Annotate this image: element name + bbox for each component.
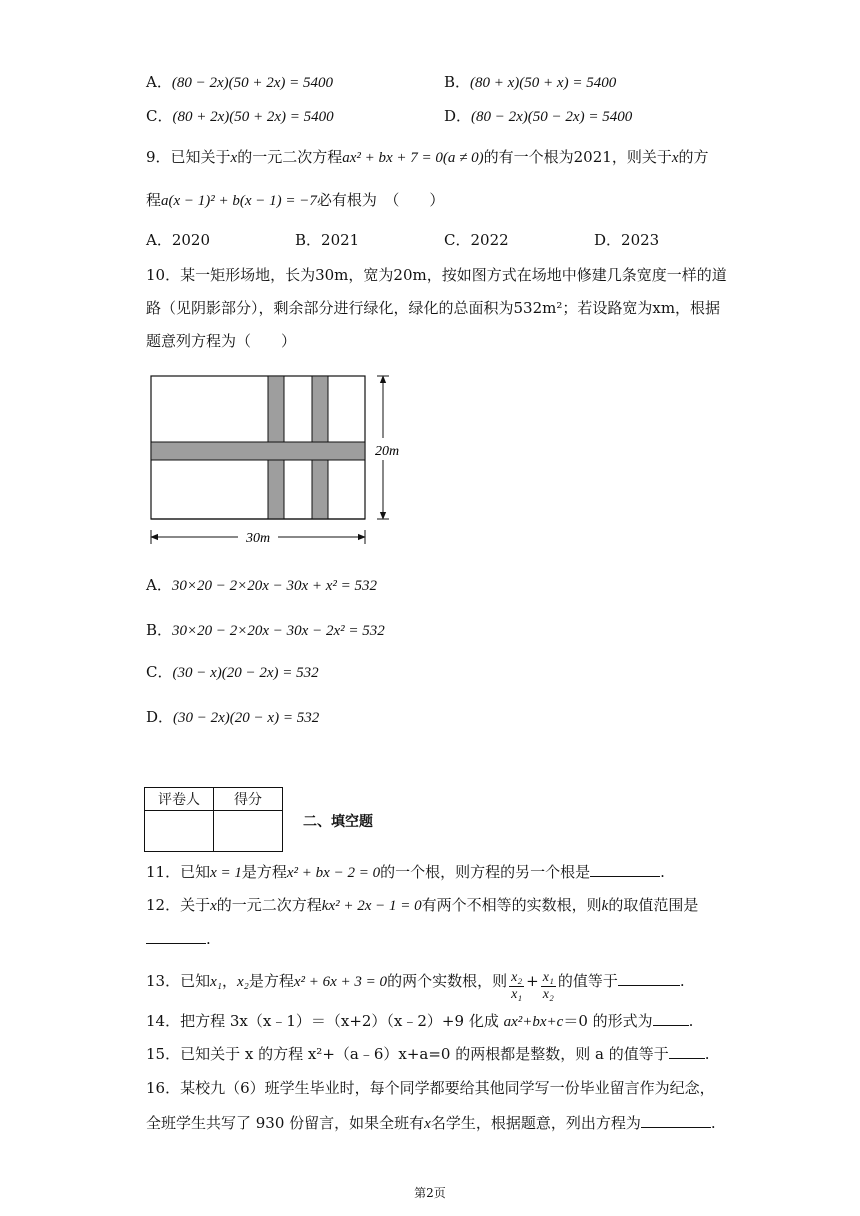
q10-option-c: C．(30 − x)(20 − 2x) = 532 [146,663,319,681]
q16-answer-blank [641,1113,711,1128]
q9-option-d: D．2023 [594,231,660,249]
q12: 12．关于x的一元二次方程kx² + 2x − 1 = 0有两个不相等的实数根，则k的取值范围是 [146,896,699,914]
q14-answer-blank [653,1011,689,1026]
q9-var-x-2: x [671,150,679,166]
page-number: 第2页 [414,1186,446,1200]
road-horizontal [151,442,365,460]
q10-option-d: D．(30 − 2x)(20 − x) = 532 [146,708,320,726]
section-title: 二、填空题 [303,814,373,830]
q14: 14．把方程 3x（x﹣1）＝（x+2）（x﹣2）+9 化成 ax²+bx+c＝0 的形式为 . [146,1012,694,1030]
q8-option-c: C．(80 + 2x)(50 + 2x) = 5400 [146,107,334,125]
q13-fraction-2: $\frac{\text{x₁}}{\text{x₂}}$ [542,970,554,1002]
q10-line1: 10．某一矩形场地，长为30m，宽为20m，按如图方式在场地中修建几条宽度一样的道 [146,266,727,284]
q12-answer-blank [146,929,206,944]
q16-line2: 全班学生共写了 930 份留言，如果全班有x名学生，根据题意，列出方程为 . [146,1114,716,1132]
q11-answer-blank [590,862,660,877]
q11: 11．已知x = 1是方程x² + bx − 2 = 0的一个根，则方程的另一个根是 . [146,863,665,881]
q10-line3: 题意列方程为（ ） [146,332,297,350]
q9-option-b: B．2021 [295,231,360,249]
q8-option-d: D．(80 − 2x)(50 − 2x) = 5400 [444,107,633,125]
score-table [144,787,283,852]
q15: 15．已知关于 x 的方程 x²+（a﹣6）x+a=0 的两根都是整数，则 a 的值等于 . [146,1045,710,1063]
q12-answer-line: . [146,928,211,950]
grader-cell [145,811,214,852]
q16-line1: 16．某校九（6）班学生毕业时，每个同学都要给其他同学写一份毕业留言作为纪念， [146,1079,715,1097]
q13-answer-blank [618,971,680,986]
q10-field-diagram [140,364,420,554]
score-header: 得分 [214,788,283,811]
q9-line1: 9．已知关于x的一元二次方程ax² + bx + 7 = 0(a ≠ 0)的有一个根为2021，则关于x的方 [146,148,709,166]
q9-option-c: C．2022 [444,231,509,249]
q10-line2: 路（见阴影部分），剩余部分进行绿化，绿化的总面积为532m²；若设路宽为xm，根据 [146,299,721,317]
score-cell [214,811,283,852]
q13: 13．已知x₁，x₂是方程x² + 6x + 3 = 0的两个实数根，则 $\frac{\text{x₂}}{\text{x₁}}$ + $\frac{\text{x₁}}{\text{x₂}}$ 的值等于 . [146,970,685,1002]
q13-fraction-1: $\frac{\text{x₂}}{\text{x₁}}$ [511,970,523,1002]
q15-answer-blank [669,1044,705,1059]
width-label: 30m [245,531,271,546]
q8-option-a: A．(80 − 2x)(50 + 2x) = 5400 [146,73,334,91]
q10-option-b: B．30×20 − 2×20x − 30x − 2x² = 532 [146,621,385,639]
grader-header: 评卷人 [145,788,214,811]
q10-option-a: A．30×20 − 2×20x − 30x + x² = 532 [146,576,378,594]
q9-option-a: A．2020 [146,231,211,249]
height-label: 20m [374,444,400,459]
q9-line2: 程a(x − 1)² + b(x − 1) = −7必有根为 （ ） [146,191,445,209]
q8-option-b: B．(80 + x)(50 + x) = 5400 [444,73,617,91]
